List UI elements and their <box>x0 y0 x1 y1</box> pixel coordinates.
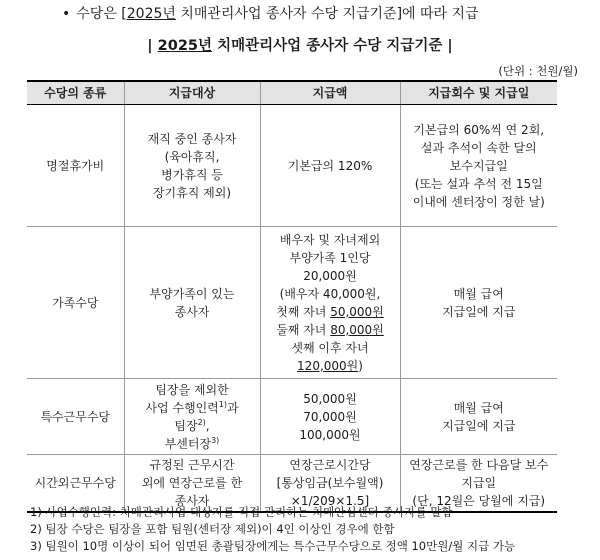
table-header-row <box>27 81 557 105</box>
intro-suffix: 치매관리사업 종사자 수당 지급기준]에 따라 지급 <box>175 6 479 22</box>
cell-target: 재직 중인 종사자 (육아휴직, 병가휴직 등 장기휴직 제외) <box>124 105 260 227</box>
table-row <box>27 455 557 512</box>
cell-amount: 50,000원 70,000원 100,000원 <box>260 379 400 455</box>
table-row <box>27 105 557 227</box>
cell-target: 팀장을 제외한 사업 수행인력$^{1)}$과 팀장$^{2)}$, 부센터장$^{3)}$ <box>124 379 260 455</box>
title-left-bar: | <box>147 38 153 54</box>
header-allowance-type: 수당의 종류 <box>27 81 124 105</box>
table-row <box>27 227 557 379</box>
cell-amount: 연장근로시간당 [통상임금(보수월액) ×1/209×1.5] <box>260 455 400 512</box>
footnotes <box>30 504 515 555</box>
cell-target: 부양가족이 있는 종사자 <box>124 227 260 379</box>
cell-type: 특수근무수당 <box>27 379 124 455</box>
page-title <box>0 34 600 55</box>
cell-timing: 연장근로를 한 다음달 보수 지급일 (단, 12월은 당월에 지급) <box>400 455 557 512</box>
cell-timing: 매월 급여 지급일에 지급 <box>400 379 557 455</box>
cell-amount: 기본급의 120% <box>260 105 400 227</box>
footnote: 2) 팀장 수당은 팀장을 포함 팀원(센터장 제외)이 4인 이상인 경우에 한함 <box>30 522 395 536</box>
cell-type: 명절휴가비 <box>27 105 124 227</box>
footnote: 3) 팀원이 10명 이상이 되어 임면된 총괄팀장에게는 특수근무수당으로 정액 10만원/월 지급 가능 <box>30 539 516 553</box>
unit-label: (단위 : 천원/월) <box>498 64 578 78</box>
cell-timing: 기본급의 60%씩 연 2회, 설과 추석이 속한 달의 보수지급일 (또는 설과 추석 전 15일 이내에 센터장이 정한 날) <box>400 105 557 227</box>
bullet-icon: • <box>62 6 71 22</box>
table-row <box>27 379 557 455</box>
intro-line <box>62 4 479 24</box>
header-timing: 지급회수 및 지급일 <box>400 81 557 105</box>
header-target: 지급대상 <box>124 81 260 105</box>
cell-type: 가족수당 <box>27 227 124 379</box>
cell-amount: 배우자 및 자녀제외 부양가족 1인당 20,000원 (배우자 40,000원, 첫째 자녀 50,000원 둘째 자녀 80,000원 셋째 이후 자녀 120,000원) <box>260 227 400 379</box>
title-year: 2025년 <box>157 38 213 54</box>
allowance-table <box>27 80 557 513</box>
intro-prefix: 수당은 [ <box>76 6 127 22</box>
footnote: 1) 사업수행인력: 치매관리사업 대상자를 직접 관리하는 치매안심센터 종사자를 말함 <box>30 505 453 519</box>
title-text: 치매관리사업 종사자 수당 지급기준 <box>212 38 443 54</box>
title-right-bar: | <box>447 38 453 54</box>
cell-timing: 매월 급여 지급일에 지급 <box>400 227 557 379</box>
header-amount: 지급액 <box>260 81 400 105</box>
cell-type: 시간외근무수당 <box>27 455 124 512</box>
intro-year: 2025년 <box>126 6 176 22</box>
cell-target: 규정된 근무시간 외에 연장근로를 한 종사자 <box>124 455 260 512</box>
